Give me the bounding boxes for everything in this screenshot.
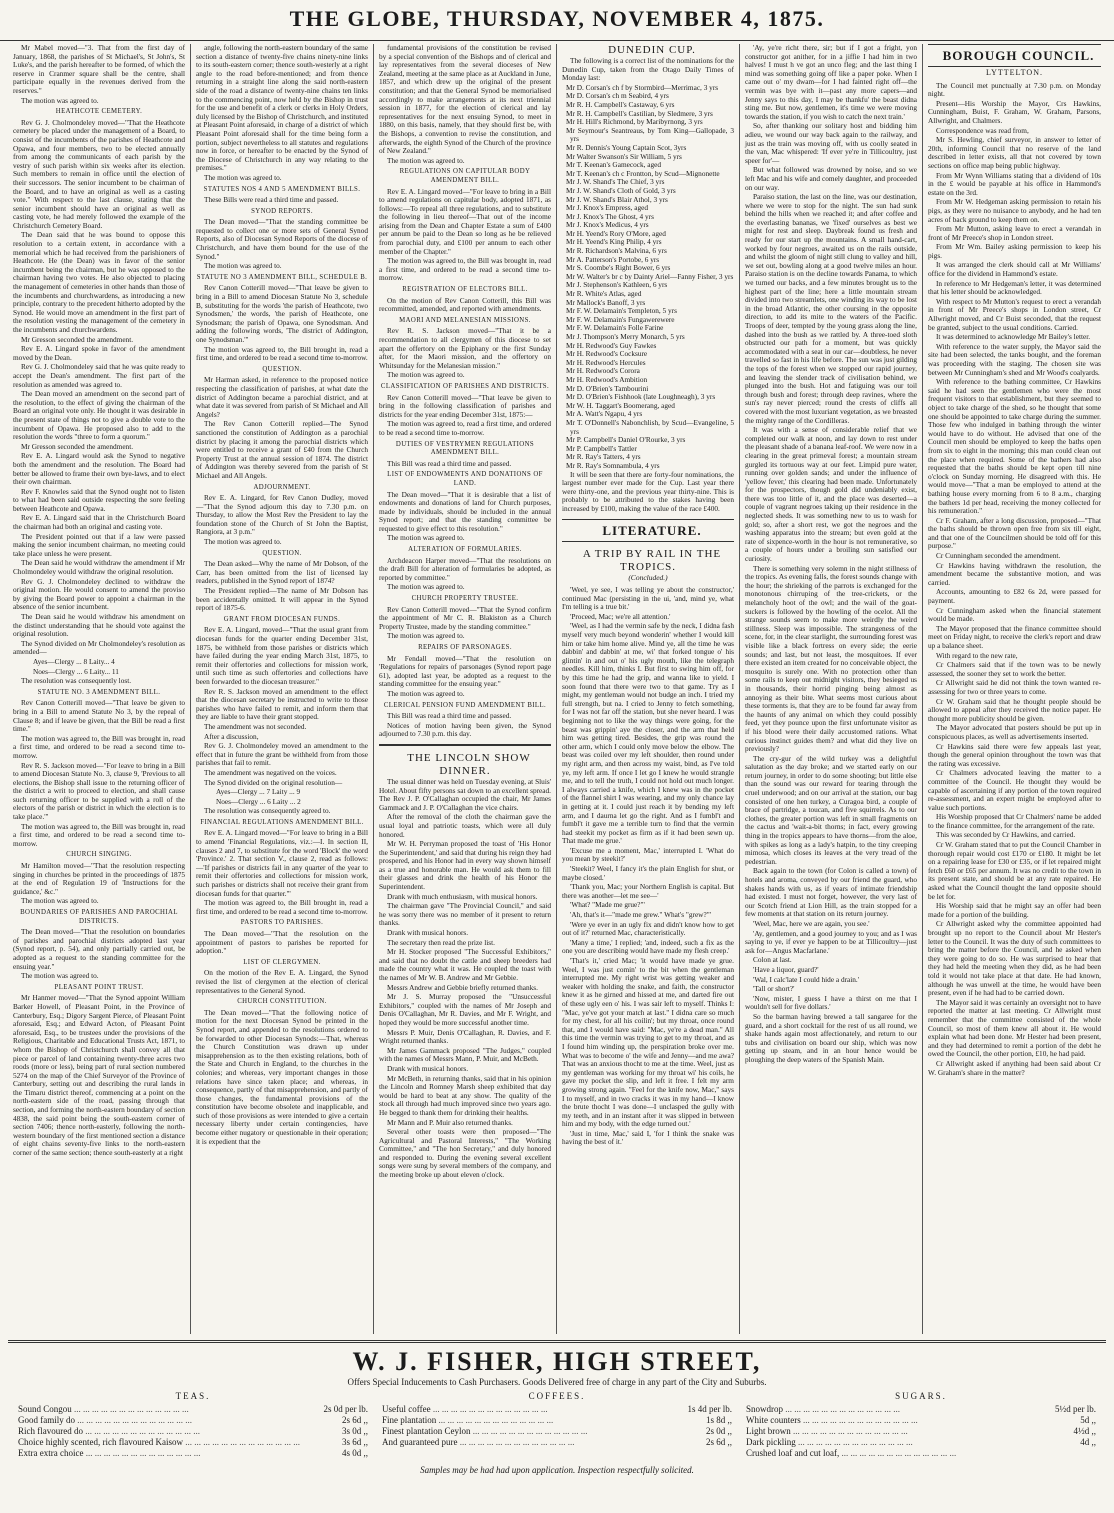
paragraph: The following is a correct list of the nominations for the Dunedin Cup, taken from the Otago Daily Times of Monday last: (562, 56, 734, 83)
paragraph: Rev E. A. Lingard would ask the Synod to negative both the amendment and the resolution. The Board had better be allowed to frame their own bye-laws, and to elect their own chairman. (13, 451, 185, 487)
subheading: ADJOURNMENT. (253, 483, 311, 491)
list-item: Mr F. W. Delamain's Templeton, 5 yrs (566, 306, 677, 316)
paragraph: Correspondence was read from, (936, 125, 1029, 135)
paragraph: With respect to Mr Mutton's request to erect a verandah in front of Mr Preece's shops in London street, Cr Allwright moved, and Cr Buist seconded, that the request be granted, subject to the usual conditions. Carried. (928, 296, 1101, 332)
subheading: PLEASANT POINT TRUST. (54, 983, 144, 991)
borough-council-heading: BOROUGH COUNCIL. (928, 44, 1101, 67)
paragraph: The Rev Canon Cotterill replied—The Synod sanctioned the constitution of Addington as a parochial district by placing it among the parochial districts which were entitled to receive a grant of £40 from the Church Property Trust at the annual session of 1874. The district of Addington was thereby severed from the parish of St Michael and All Angels. (196, 419, 368, 480)
paragraph: Colon at last. (753, 955, 792, 965)
paragraph: fundamental provisions of the constitution be revised by a special convention of the Bishops and of clerical and lay representatives from the several dioceses of New Zealand, meeting at the same place as at Auckland in June, 1857, and which drew up the original of the present constitution; and that the General Synod be memorialised accordingly to make arrangements at its next triennial session in 1877, for the election of clerical and lay representatives for the next ensuing Synod, to meet in 1880, on this basis, namely, that they should first be, with the Bishops, a convention to revise the constitution, and afterwards, the eighth Synod of the Church of the province of New Zealand." (379, 44, 551, 156)
dunedin-cup-title: DUNEDIN CUP. (608, 44, 696, 56)
paragraph: In reference to Mr Hedgeman's letter, it was determined that his letter should be acknowledged. (928, 278, 1101, 297)
paragraph: The motion was agreed to, the Bill was brought in, read a first time, and ordered to be read a second time to-morrow. (13, 821, 185, 848)
paragraph: With reference to the bathing committee, Cr Hawkins said he had seen the gentlemen who were the most frequent visitors to that establishment, but they seemed to object to take charge of the shed, so he thought that some one should be appointed to take charge during the summer. Those few who indulged in bathing through the winter would have to do without. He advised that one of the Council men should be employed to keep the baths open from six to eight in the morning; this man could clean out the place when required. Some of the bathers had also requested that the baths should be kept open till nine o'clock on Sunday morning. He disagreed with this. He would move—"That a man be employed to attend at the bathing house every morning from 6 to 8 a.m., charging the bathers 1d per head, receiving the money collected for his remuneration." (928, 377, 1101, 516)
item-name: Extra extra choice ... . (18, 1448, 338, 1459)
story-subtitle: (Concluded.) (628, 573, 668, 583)
paragraph: After a discussion, (204, 731, 259, 741)
paragraph: On the motion of Rev Canon Cotterill, this Bill was recommitted, amended, and reported with amendments. (379, 295, 551, 314)
price-row (382, 1404, 732, 1415)
list-item: Mr A. Watt's Ngapu, 4 yrs (566, 409, 643, 419)
paragraph: Rev R. S. Jackson moved—"For leave to bring in a Bill to amend Diocesan Statute No. 3, clause 9, 'Previous to all elections, the Bishop shall issue to the returning officer of the district a writ to proceed to election, and shall cause such returning officer to be supplied with a roll of the electors of the parish or district in which the election is to take place.'" (13, 760, 185, 822)
list-item: Mr H. Hill's Richmond, by Maribyrnong, 3 yrs (566, 117, 703, 127)
list-item: Mr D. O'Brien's Fishhook (late Loughneagh), 3 yrs (566, 392, 716, 402)
paragraph: 'Weel, ye see, I was telling ye about the constructor,' continued Mac (persisting in the ui, 'and, mind ye, what I'm telling is a true bit.' (562, 585, 734, 612)
paragraph: The motion was agreed to, the Bill brought in, read a first time, and ordered to be read a second time to-morrow. (196, 344, 368, 363)
paragraph: 'Just in time, Mac,' said I, 'for I think the snake was having the best of it.' (562, 1128, 734, 1147)
paragraph: Rev G. J. Cholmondeley declined to withdraw the original motion. He would consent to amend the proviso by giving the Board power to appoint a chairman in the absence of the senior incumbent. (13, 576, 185, 612)
price-row (18, 1448, 368, 1459)
item-name: Finest plantation Ceylon ... . (382, 1426, 702, 1437)
list-item: Mr J. W. Shand's Cloth of Gold, 3 yrs (566, 185, 676, 195)
subheading: MAORI AND MELANESIAN MISSIONS. (399, 316, 531, 324)
group-title: TEAS. (175, 1391, 211, 1401)
paragraph: His Worship proposed that Cr Chalmers' name be added to the finance committee, for the arrangement of the rate. (928, 812, 1101, 830)
subheading: CHURCH PROPERTY TRUSTEE. (411, 595, 519, 603)
paragraph: Mr James Gammack proposed "The Judges," coupled with the names of Messrs Mann, P. Muir, and McBeth. (379, 1045, 551, 1064)
paragraph: Mr McBeth, in returning thanks, said that in his opinion the Lincoln and Romney Marsh sheep exhibited that day would be hard to beat at any show. The quality of the stock all through had much improved since two years ago. He begged to thank them for drinking their healths. (379, 1073, 551, 1117)
paragraph: The motion was agreed to. (204, 261, 282, 271)
paragraph: The motion was agreed to. (21, 95, 99, 105)
paragraph: The Dean moved an amendment on the second part of the resolution, to the effect of giving the chairman of the Board an original vote only. He thought it was desirable in the present state of things not to give a double vote to the incumbent of Opawa. He proposed also to add to the resolution the words "three to form a quorum." (13, 389, 185, 442)
list-item: Mr H. Redwood's Hercules (566, 357, 646, 367)
item-name: Dark pickling ... . (746, 1437, 1076, 1448)
paragraph: The President pointed out that if a law were passed making the senior incumbent chairman, no meeting could take place unless he were present. (13, 531, 185, 558)
list-item: Mr J. Stephenson's Kathleen, 6 yrs (566, 280, 668, 290)
paragraph: It was with a sense of considerable relief that we completed our walk at noon, and lay down to rest under the pleasant shade of a banana leaf-roof. We were now in a clearing in the great primeval forest; a mountain stream gurgled its tortuous way at our feet. Limpid pure water, running over golden sands; and under the influence of 'yellow fever,' this clearing had been made. Unfortunately for the prospectors, though gold did undeniably exist, there was too little of it, and the place was deserted—a couple of vagrant negroes taking up their residence in the neglected sheds. It was something new to us to wash for gold; so, after a short rest, we got the negroes and the washing apparatus into the stream; but even gold at the rate of sixpence-worth in the hour is not remunerative, so a couple of hours under a broiling sun satisfied our curiosity. (745, 425, 917, 564)
paragraph: Cr Allwright asked why the committee appointed had brought up no report to the Council about Mr Hester's letter to the Council. It was the duty of such committees to bring the matter before the Council, and he asked when they were going to do so. He was surprised to hear that they had held the meeting when they did, as he had been told it would not take place at that date. He had known, although he was unwell at the time, he would have been present, even if he had had to be carried down. (928, 919, 1101, 998)
paragraph: Cr Cunningham asked when the financial statement would be made. (928, 605, 1101, 624)
paragraph: The motion was agreed to, the Bill brought in, read a first time, and ordered to be read a second time to-morrow. (196, 898, 368, 916)
paragraph: 'Wal, I calc'late I could hide a drain.' (753, 974, 860, 984)
item-name: Snowdrop ... . (746, 1404, 1051, 1415)
paragraph: Present—His Worship the Mayor, Crs Hawkins, Cunningham, Buist, F. Graham, W. Graham, Parsons, Allwright, and Chalmers. (928, 98, 1101, 125)
paragraph: The Mayor advocated that posters should be put up in conspicuous places, as well as advertisements inserted. (928, 723, 1101, 741)
list-item: Mr T. Keenan's ch c Frontton, by Scud—Mignonette (566, 168, 720, 178)
paragraph: 'Ay, ye're richt there, sir; but if I got a fright, yon constructor got anither, for in a jiffie I had him in two halves! I must h ve got an unco fleg; and the last thing I mind was something going off like a paper poke. When I came out o' my dwam—for I had fainted right off—the vermin was bye with it—past any more capers—and Jenny says to this day, I may be thankfu' the beast didna sting me. But now, gentlemen, it's time we were moving towards the station, if you wish to catch the next train.' (745, 44, 917, 121)
item-price: 3s 6d ,, (341, 1437, 368, 1447)
paragraph: 'Proceed, Mac; we're all attention.' (570, 611, 671, 621)
paragraph: Notices of motion having been given, the Synod adjourned to 7.30 p.m. this day. (379, 720, 551, 739)
paragraph: His Worship said that he might say an offer had been made for a portion of the building. (928, 901, 1101, 919)
paragraph: After the removal of the cloth the chairman gave the usual loyal and patriotic toasts, which were all duly honored. (379, 812, 551, 839)
list-item: Mr J. W. Shand's Blair Athol, 3 yrs (566, 194, 668, 204)
paragraph: The Dean said that he was bound to oppose this resolution to a certain extent, in accordance with a memorial which he had received from the parishioners of Heathcote. He (the Dean) was in favor of the senior incumbent being the chairman, but he was opposed to the chairman having two votes. He also objected to placing the management of cemeteries in other hands than those of the incumbents and churchwardens, as introducing a new principle, contrary to the precedent hitherto adopted by the Synod. He would move an amendment in the first part of the resolution vesting the management of the cemetery in the incumbents and churchwardens. (13, 230, 185, 334)
paragraph: Cr Hawkins having withdrawn the resolution, the amendment became the substantive motion, and was carried. (928, 560, 1101, 587)
list-item: Mr J. Knox's Empress, aged (566, 203, 648, 213)
price-row (18, 1426, 368, 1437)
paragraph: Mr H. Stocker proposed "The Successful Exhibitors," and said that no doubt the cattle and sheep breeders had made the country what it was. He coupled the toast with the names of Mr W. B. Andrew and Mr Gebbie. (379, 947, 551, 982)
paragraph: 'Have a liquor, guard?' (753, 964, 819, 974)
paragraph: From Mr W. Hedgeman asking permission to retain his pigs, as they were no nuisance to anybody, and he had ten acres of back ground to keep them on. (928, 197, 1101, 224)
paragraph: The motion was agreed to. (387, 688, 465, 698)
subheading: LIST OF ENDOWMENTS AND DONATIONS OF LAND. (387, 471, 543, 487)
list-item: Mr T. Keenan's Gamecock, aged (566, 160, 662, 170)
paragraph: Messrs Andrew and Gebbie briefly returned thanks. (387, 982, 538, 992)
paragraph: Rev Canon Cotterill moved—"That the Synod confirm the appointment of Mr C. R. Blakiston as a Church Property Trustee, made by the standing committee." (379, 604, 551, 631)
paragraph: Mr W. H. Perryman proposed the toast of 'His Honor the Superintendent,' and said that during his reign they had prospered, and his Honor had in every way shown himself as a true and honorable man. He would ask them to fill their glasses and drink the health of his Honor the Superintendent. (379, 839, 551, 892)
paragraph: These Bills were read a third time and passed. (204, 195, 339, 205)
item-name: Light brown ... . (746, 1426, 1070, 1437)
list-item: Mr P. Campbell's Daniel O'Rourke, 3 yrs (566, 435, 686, 445)
paragraph: Several other toasts were then proposed—"The Agricultural and Pastoral Interests," "The Working Committee," and "The hon Secretary," and duly honored and responded to. During the evening several excellent songs were sung by several members of the company, and the meeting broke up about eleven o'clock. (379, 1127, 551, 1180)
paragraph: 'Were ye ever in an ugly fix and didn't know how to get out of it?' returned Mac, characteristically. (562, 919, 734, 938)
list-item: Mr F. W. Delamain's Fungawerewere (566, 314, 675, 324)
paragraph: But what followed was drowned by noise, and so we left Mac and his wife and comely daughter, and proceeded on our way. (745, 165, 917, 192)
price-groups (8, 1391, 1106, 1459)
paragraph: The usual dinner was held on Tuesday evening, at Sluis' Hotel. About fifty persons sat down to an excellent spread. The Rev J. P. O'Callaghan occupied the chair, Mr James Gammack and J. P. O'Callaghan the vice chairs. (379, 776, 551, 812)
paragraph: The Mayor said it was certainly an oversight not to have reported the matter at last meeting. Cr Allwright must remember that the committee consisted of the whole Council, so most of them knew all about it. He would explain what had been done. Mr Hester had been present, and they had determined to remit a portion of the debt he owed the Council, the other portion, £10, he had paid. (928, 997, 1101, 1059)
masthead (0, 0, 1114, 41)
paragraph: It will be seen that there are forty-four nominations, the largest number ever made for the Cup. Last year there were thirty-one, and the previous year thirty-nine. This is probably to be attributed to the stakes having been increased by £100, making the value of the race £400. (562, 469, 734, 513)
paragraph: The Dean said he would withdraw the amendment if Mr Cholmondeley would withdraw the original resolution. (13, 558, 185, 577)
paragraph: Cr Allwright asked if anything had been said about Cr W. Graham's share in the matter? (928, 1058, 1101, 1077)
item-name: Useful coffee ... . (382, 1404, 684, 1415)
item-name: White counters ... . (746, 1415, 1076, 1426)
advertiser-name: W. J. FISHER, HIGH STREET, (352, 1347, 762, 1376)
paragraph: The motion was agreed to. (387, 631, 465, 641)
item-name: Fine plantation ... . (382, 1415, 702, 1426)
subheading: SYNOD REPORTS. (251, 207, 313, 215)
paragraph: Rev G. J. Cholmondeley moved—"That the Heathcote cemetery be placed under the management of a Board, to consist of the incumbents of the parishes of Heathcote and Opawa, and four members, two to be elected annually from among the communicants of each parish by the vestry of such parish within six weeks after its election. Such members to remain in office until the election of their successors. The senior incumbent to be chairman of the Board, and to have an original as well as a casting vote." With respect to the last clause, stating that the senior incumbent should have an original as well as casting vote, he had merely followed the example of the Christchurch Cemetery Board. (13, 117, 185, 230)
paragraph: The Council met punctually at 7.30 p.m. on Monday night. (928, 80, 1101, 99)
group-title: COFFEES. (528, 1391, 586, 1401)
subheading: CHURCH CONSTITUTION. (237, 998, 327, 1006)
sugars-group (746, 1391, 1096, 1459)
price-row (746, 1437, 1096, 1448)
list-item: Mr R. H. Campbell's Castilian, by Sledmere, 3 yrs (566, 108, 713, 118)
paragraph: The motion was agreed to, read a first time, and ordered to be read a second time to-morrow. (379, 419, 551, 437)
paragraph: Rev F. Knowles said that the Synod ought not to listen to what had been said outside respecting the sore feeling between Heathcote and Opawa. (13, 486, 185, 513)
column-6 (923, 44, 1106, 1334)
paragraph: Mr Harman asked, in reference to the proposed notice respecting the classification of parishes, at what date the district of Addington became a parochial district, and at what date it was severed from parish of St Michael and All Angels? (196, 375, 368, 419)
subheading: QUESTION. (262, 365, 302, 373)
paragraph: 'Ah, that's it—"made me grew." What's "grew?"' (570, 910, 711, 920)
list-item: Mr J. Knox's The Ghost, 4 yrs (566, 211, 654, 221)
paragraph: The Dean moved—"That the standing committee be requested to collect one or more sets of General Synod Reports, also of Diocesan Synod Reports of the diocese of Christchurch, and have them bound for the use of the Synod." (196, 217, 368, 261)
subheading: GRANT FROM DIOCESAN FUNDS. (223, 615, 341, 623)
newspaper-title: THE GLOBE, THURSDAY, NOVEMBER 4, 1875. (289, 6, 825, 31)
paragraph: Rev R. S. Jackson moved—"That it be a recommendation to all clergymen of this diocese to set apart the offertory on the Epiphany or the first Sunday after, for the Maori mission, and the offertory on Whitsunday for the Melanesian mission." (379, 326, 551, 370)
paragraph: The motion was agreed to. (387, 582, 465, 592)
paragraph: The motion was agreed to. (204, 172, 282, 182)
price-row (382, 1437, 732, 1448)
paragraph: This was seconded by Cr Hawkins, and carried. (936, 830, 1076, 840)
paragraph: The amendment was not seconded. (204, 721, 307, 731)
paragraph: The Synod divided on Mr Cholmondeley's resolution as amended— (13, 638, 185, 657)
paragraph: Mr Hanmer moved—"That the Synod appoint William Barker Howell, of Pleasant Point, in the Province of Canterbury, Esq.; Digory Sargent Pierce, of Pleasant Point aforesaid, Esq.; and Edward Acton, of Pleasant Point aforesaid, Esq., to be trustees under the provisions of the Religious, Charitable and Educational Trusts Act, 1871, to whom the Bishop of Christchurch shall convey all that piece or parcel of land containing twenty-three acres two roods (more or less), being part of rural section numbered 5274 on the map of the Chief Surveyor of the Province of Canterbury, setting out and describing the rural lands in the Timaru district thereof, commencing at a point on the north-eastern side of the road, passing through that section, and forming the north-eastern boundary of section 4838, the said point being the south-eastern corner of section 7406; thence north-easterly, following the north-western boundary of the first mentioned section a distance of eight chains seventy-five links to the north-eastern corner of the same section; thence south-easterly at a right (13, 993, 185, 1158)
price-row (746, 1448, 1096, 1459)
list-item: Mr T. O'Donnell's Nabonchlish, by Scud—Evangeline, 5 yrs (566, 417, 734, 436)
paragraph: Rev R. S. Jackson moved an amendment to the effect that the diocesan secretary be instructed to write to those parishes who have failed to remit, and inform them that they are liable to have their grant stopped. (196, 686, 368, 722)
paragraph: Rev E. A. Lingard spoke in favor of the amendment moved by the Dean. (13, 344, 185, 362)
list-item: Mr D. Corsan's ch m Seabird, 4 yrs (566, 91, 669, 101)
list-item: Mr Mallock's Banoff, 3 yrs (566, 297, 646, 307)
list-item: Mr R. Richardson's Malvina, 6 yrs (566, 246, 667, 256)
paragraph: Mr Gresson seconded the amendment. (21, 334, 134, 344)
paragraph: So, after thanking our solitary host and bidding him adieu, we wound our way back again to the railway, and just as the train was moving off, with us coolly seated in the van, Mac whispered: 'If ever ye're in Tillicoultry, just speer for'— (745, 121, 917, 165)
paragraph: The cry-gur of the wild turkey was a delightful salutation as the day broke; and we started early on our return journey, in order to do some shooting; but little else than the sound was our reward for tearing through the cruel underwood; and on our arrival at the station, our bag consisted of one hen turkey, a Curagoa bird, a couple of brace of partridge, a toucan, and five squirrels. As to our clothes, the greater portion was left in small fragments on the cactus and 'wait-a-bit thorns; in fact, every growing thing in the tropics appears to have thorns—from the aloe, with spikes as long as a lady's hatpin, to the tiny creeping mimosa, which closes its leaves at the very tread of the pedestrian. (745, 753, 917, 866)
paragraph: The Dean moved—"That it is desirable that a list of endowments and donations of land for Church purposes, made by individuals, should be included in the annual Synod report; and that the standing committee be requested to give effect to this resolution." (379, 489, 551, 533)
paragraph: angle, following the north-eastern boundary of the same section a distance of twenty-five chains ninety-nine links to its south-eastern corner; thence south-westerly at a right angle to the road before-mentioned; and from thence returning in a straight line along the said north-eastern side of the road a distance of twenty-nine chains ten links to the commencing point, now held by the Bishop in trust for the use and benefit of a clerk or clerks in Holy Orders, duly licensed by the Bishop of Christchurch, and instituted at Pleasant Point aforesaid, in charge of a district of which Pleasant Point aforesaid shall for the time being form a portion, subject nevertheless to all statutes and regulations now in force, or hereafter to be enacted by the Synod of the Diocese of Christchurch in any way relating to the premises." (196, 44, 368, 173)
subheading: REGISTRATION OF ELECTORS BILL. (402, 286, 528, 294)
paragraph: Mr Mabel moved—"3. That from the first day of January, 1868, the parishes of St Michael's, St John's, St Luke's, and the parish hereafter to be formed, of which the reserve in Cranmer square shall be the centre, shall participate equally in the revenues derived from the reserves." (13, 44, 185, 95)
columns (8, 44, 1106, 1334)
list-item: Mr D. Corsan's ch f by Stormbird—Merrimac, 3 yrs (566, 82, 719, 92)
price-row (746, 1404, 1096, 1415)
item-price: 4½d ,, (1073, 1426, 1096, 1436)
paragraph: Rev G. J. Cholmondeley moved an amendment to the effect that in future the grant be withheld from from those parishes that fail to remit. (196, 741, 368, 768)
paragraph: Rev E. A. Lingard moved—"For leave to bring in a Bill to amend 'Financial Regulations, viz.:—I. In section II, clauses 2 and 7, to substitute for the word 'Block' the word 'Province.' 2. That section V., clause 2, read as follows:—'If parishes or districts fail in any quarter of the year to remit their offertories and collections for mission work, such parishes or districts shall not receive their grant from diocesan funds for that quarter.'" (196, 828, 368, 898)
paragraph: Mr Hamilton moved—"That the resolution respecting singing in churches be printed in the proceedings of 1875 at the end of Regulation 19 of 'Instructions for the guidance,' &c." (13, 861, 185, 896)
paragraph: 'Excuse me a moment, Mac,' interrupted I. 'What do you mean by steekit?' (562, 845, 734, 864)
group-title: SUGARS. (895, 1391, 947, 1401)
coffees-group (382, 1391, 732, 1459)
subheading: HEATHCOTE CEMETERY. (55, 108, 143, 116)
paragraph: Cr W. Graham said that he thought people should be allowed to appeal after they received the notice paper. He thought more publicity should be given. (928, 696, 1101, 723)
paragraph: Mr Gresson seconded the amendment. (21, 441, 134, 451)
paragraph: Mr S. Hewling, chief surveyor, in answer to letter of 20th, informing Council that no reserve of the land described in letter exists, all that not covered by town sections on office map being public highway. (928, 135, 1101, 170)
column-2 (191, 44, 374, 1334)
paragraph: From Mr Wm. Bailey asking permission to keep his pigs. (928, 242, 1101, 260)
paragraph: The Dean moved—"That the resolution on the appointment of pastors to parishes be reported for adoption." (196, 929, 368, 956)
paragraph: The Dean moved—"That the resolution on boundaries of parishes and parochial districts adopted last year (Synod report, p. 54), and only partially carried out, be adopted as a request to the standing committee for the ensuing year." (13, 927, 185, 971)
list-item: Mr J. Knox's Medicus, 4 yrs (566, 220, 649, 230)
paragraph: 'What? "Made me grue?"' (570, 900, 645, 910)
paragraph: From Mr Wynn Williams stating that a dividend of 10s in the £ would be payable at his office in Hammond's estate on the 3rd. (928, 170, 1101, 197)
paragraph: The motion was agreed to. (387, 155, 465, 165)
column-3 (374, 44, 557, 1334)
paragraph: The Dean asked—Why the name of Mr Dobson, of the Carr, has been omitted from the list of licensed lay readers, published in the Synod report of 1874? (196, 559, 368, 586)
list-item: Mr J. Thompson's Merry Monarch, 5 yrs (566, 332, 685, 341)
list-item: Mr Seymour's Seantreaus, by Tom King—Gallopade, 3 yrs (566, 125, 734, 144)
column-1 (8, 44, 191, 1334)
paragraph: 'That's it,' cried Mac; 'it would have made ye grue. Weel, I was just comin' to the bit when the gentleman interrupted me. My right wrist was getting weaker and weaker with holding the snake, and faith, the constructor knew it as he girned and hissed at me, and darted fire out of these ugly een o' his. I was sair left to myself. Thinks I: "Mac, ye've got your match at last." I didna care so much for my chest, for all his coilin'; but my throat, once round that, and I would have said: "Mac, ye're a dead man." All this time the vermin was trying to get to my throat, and as I found him winding up, the perspiration broke over me. What was to become o' the wife and Jenny—and me awa? That was an anxious thocht to me at the time. Weel, just as my gentleman was working for my throat wi' his coils, he gave my pocket the slip, and left it free. I felt my arm growing strong again. "Feel for the knife now, Mac," says I to myself, and in two cracks it was in my hand—I know the brute thocht I was done—I unclasped the gully with my teeth, and in an instant after it was slipped in between him and my body, with the edge turned out.' (562, 956, 734, 1129)
paragraph: With reference to the water supply, the Mayor said the site had been selected, the tanks bought, and the foreman was proceeding with the staging. The chosen site was between Mr Cunningham's shed and Mr Wood's coalyards. (928, 341, 1101, 377)
item-price: 1s 8d ,, (705, 1415, 732, 1425)
paragraph: 'Ay, gentlemen, and a good journey to you; and as I was saying to ye, if ever ye happen to be at Tillicoultry—just ask for—Angus Macfarlane.' (745, 928, 917, 955)
subheading: LIST OF CLERGYMEN. (243, 958, 321, 966)
item-name: Good family do ... . (18, 1415, 338, 1426)
list-item: Mr H. Redwood's Cocksure (566, 349, 648, 359)
item-name: Rich flavoured do ... . (18, 1426, 338, 1437)
paragraph: With regard to the new rate, (936, 650, 1018, 660)
paragraph: Mr Fendall moved—"That the resolution on 'Regulations for repairs of parsonages (Synod report page 61), adopted last year, be adopted as a request to the standing committee for the ensuing year." (379, 653, 551, 689)
list-item: Mr R. Ray's Tatters, 4 yrs (566, 452, 641, 462)
paragraph: Cr W. Graham stated that to put the Council Chamber in thorough repair would cost £170 or £180. It might be let on a repairing lease for £30 or £35, or if let repaired might fetch £60 or £65 per annum. It was no credit to the town in its present state, and should be at any rate repaired. He asked what the Council thought the land opposite should be let for. (928, 840, 1101, 901)
column-5 (740, 44, 923, 1334)
subheading: BOUNDARIES OF PARISHES AND PAROCHIAL DISTRICTS. (20, 909, 178, 925)
paragraph: Rev E. A. Lingard, for Rev Canon Dudley, moved—"That the Synod adjourn this day to 7.30 p.m. on Thursday, to allow the Most Rev the President to lay the foundation stone of the Church of St John the Baptist, Rangiora, at 3 p.m." (196, 493, 368, 537)
paragraph: Cr Hawkins said there were few appeals last year, though the general opinion throughout the town was that the rating was excessive. (928, 741, 1101, 768)
subheading: STATUTES NOS 4 AND 5 AMENDMENT BILLS. (203, 185, 361, 193)
ad-footnote: Samples may be had had upon application. Inspection respectfully solicited. (420, 1465, 694, 1475)
paragraph: The amendment was negatived on the voices. (204, 767, 337, 777)
item-price: 1s 4d per lb. (687, 1404, 732, 1414)
paragraph: 'Many a time,' I replied; 'and, indeed, such a fix as the one you are describing would have made my flesh creep.' (562, 937, 734, 956)
price-row (746, 1426, 1096, 1437)
list-item: Mr H. Redwood's Guy Fawkes (566, 340, 657, 350)
paragraph: 'Now, mister, I guess I have a thirst on me that I wouldn't sell for five dollars.' (745, 993, 917, 1012)
item-name: Choice highly scented, rich flavoured Kaisow ... . (18, 1437, 338, 1448)
paragraph: Cr Allwright said he did not think the town wanted re-assessing for two or three years to come. (928, 678, 1101, 696)
paragraph: Rev E. A. Lingard said that in the Christchurch Board the chairman had both an original and casting vote. (13, 513, 185, 532)
paragraph: Drank with musical honors. (387, 928, 469, 938)
paragraph: The chairman gave "The Provincial Council," and said he was sorry there was no member of it present to return thanks. (379, 901, 551, 928)
price-row (18, 1404, 368, 1415)
list-item: Mr H. Redwood's Ambition (566, 374, 648, 384)
subheading: FINANCIAL REGULATIONS AMENDMENT BILL. (200, 818, 364, 826)
item-name: Sound Congou ... . (18, 1404, 320, 1415)
paragraph: Mr Mann and P. Muir also returned thanks. (387, 1117, 513, 1127)
subheading: REGULATIONS ON CAPITULAR BODY AMENDMENT BILL. (399, 168, 531, 184)
price-row (382, 1415, 732, 1426)
paragraph: Rev Canon Cotterill moved—"That leave be given to bring in a Bill to amend Statute No 3, by the repeal of Clause 8; and if leave be given, that the Bill be read a first time." (13, 698, 185, 734)
literature-heading: LITERATURE. (562, 519, 734, 542)
paragraph: This Bill was read a third time and passed. (387, 458, 512, 468)
item-price: 4d ,, (1080, 1437, 1096, 1447)
list-item: Mr A. Patterson's Portobe, 6 yrs (566, 254, 660, 264)
paragraph: Cr Chalmers advocated leaving the matter to a committee of the Council. He thought they would be capable of ascertaining if any portion of the town required re-assessment, and an expert might be employed after to value such portions. (928, 768, 1101, 812)
subheading: PASTORS TO PARISHES. (240, 919, 324, 927)
paragraph: Accounts, amounting to £82 6s 2d, were passed for payment. (928, 587, 1101, 606)
section-divider (379, 744, 551, 746)
item-name: And guaranteed pure ... . (382, 1437, 702, 1448)
item-price: 2s 6d ,, (705, 1437, 732, 1447)
subheading: QUESTION. (262, 549, 302, 557)
paragraph: There is something very solemn in the night stillness of the tropics. As evening falls, the forest sounds change with the hour; the shrieking of the parrots is exchanged for the monotonous chirruping of the tree-crickets, or the melancholy hoot of the owl; and the wail of the goat-suckers is followed by the howling of the ocelot. All the strange sounds seem to make more weirdly the weird stillness. Sleep was impossible. The strangeness of the scene, for, in the clear starlight, the surrounding forest was visible like a black fortress on every side; the eerie sounds; and last, but not least, the mosquitoes. If ever there existed an item created for no conceivable object, the mosquito is surely one. With no protection other than some rails to keep out midnight visitors, they besieged us in thousands, their horrid pinging being almost as annoying as their bite. What seems most curious about these torments is, that they are to be found far away from the haunts of any animal on which they could possibly feed, yet they pounce upon the first unfortunate visitor as if his blood were their daily accustomed rations. What curious instinct guides them? and what did they live on previously? (745, 563, 917, 754)
list-item: Mr W. Walter's br c by Dainty Ariel—Fanny Fisher, 3 yrs (566, 271, 734, 281)
story-title: A TRIP BY RAIL IN THE TROPICS. (582, 548, 722, 574)
vote-line: Noes—Clergy ... 6 Laity... 11 (33, 666, 119, 676)
place-heading: LYTTELTON. (986, 68, 1043, 77)
subheading: DUTIES OF VESTRYMEN REGULATIONS AMENDMENT BILL. (395, 440, 535, 457)
list-item: Mr S. Coombe's Right Bower, 6 yrs (566, 263, 671, 273)
list-item: Mr P. Campbell's Tattler (566, 443, 637, 453)
paragraph: Drank with much enthusiasm, with musical honors. (387, 891, 538, 901)
paragraph: Messrs P. Muir, Denis O'Callaghan, R. Davies, and F. Wright returned thanks. (379, 1027, 551, 1046)
paragraph: The motion was agreed to. (387, 370, 465, 380)
list-item: Mr R. White's Atlas, aged (566, 289, 642, 299)
column-4 (557, 44, 740, 1334)
paragraph: Rev E. A. Lingard moved—"For leave to bring in a Bill to amend regulations on capitular body, adopted 1871, as follows:—To repeal all three regulations, and to substitute the following in lieu thereof—That out of the income arising from the Dean and Chapter Estate a sum of £400 per annum be paid to the Dean so long as he be relieved from parochial duty, and £100 per annum to each other member of the Chapter." (379, 186, 551, 256)
paragraph: 'Weel, Mac, here we are again, you see.' (753, 918, 870, 928)
vote-line: Ayes—Clergy ... 8 Laity... 4 (33, 656, 115, 666)
paragraph: So the barman having brewed a tall sangaree for the guard, and a short cocktail for the rest of us all round, we shake hands again most affectionately, and return to our tubs and civilisation on board our ship, which was now getting up steam, and in an hour hence would be ploughing the deep waters of the Spanish Main. (745, 1011, 917, 1064)
list-item: Mr H. Redwood's Corora (566, 366, 640, 376)
nomination-list (562, 84, 734, 471)
paragraph: The Dean moved—"That the following notice of motion for the next Diocesan Synod be printed in the Synod report, and appended to the resolutions ordered to be forwarded to other Diocesan Synods:—That, whereas the Church Constitution was drawn up under misapprehension as to the then existing relations, both of the State and Church in England, to the churches in the colonies; and whereas, very important changes in those relations have since taken place; and whereas, in consequence, partly of that misapprehension, and partly of those changes, the fundamental provisions of the constitution have become obsolete and inapplicable, and such of those provisions as were intended to give a certain necessary liberty under certain contingencies, have become either nugatory or questionable in their operation; it is expedient that the (196, 1007, 368, 1146)
paragraph: It was arranged the clerk should call at Mr Williams' office for the dividend in Hammond's estate. (928, 260, 1101, 279)
paragraph: It was determined to acknowledge Mr Bailey's letter. (936, 332, 1091, 342)
paragraph: Rev G. J. Cholmondeley said that he was quite ready to accept the Dean's amendment. The first part of the resolution as amended was agreed to. (13, 362, 185, 389)
item-price: 5½d per lb. (1055, 1404, 1096, 1414)
item-price: 2s 6d ,, (341, 1415, 368, 1425)
paragraph: Mr J. S. Murray proposed the "Unsuccessful Exhibitors," coupled with the names of Mr Joseph and Denis O'Callaghan, Mr R. Davies, and Mr F. Wright, and hoped they would be more successful another time. (379, 992, 551, 1027)
list-item: Mr W. H. Taggart's Boomerang, aged (566, 400, 675, 410)
ad-tagline: Offers Special Inducements to Cash Purchasers. Goods Delivered free of charge in any part of the City and Suburbs. (347, 1377, 767, 1387)
paragraph: The motion was agreed to. (21, 896, 99, 906)
paragraph: The Mayor proposed that the finance committee should meet on Friday night, to receive the clerk's report and draw up a balance sheet. (928, 623, 1101, 650)
subheading: STATUTE NO. 3 AMENDMENT BILL. (37, 688, 161, 696)
vote-line: Ayes—Clergy ... 7 Laity ... 9 (216, 787, 301, 797)
subheading: CLASSIFICATION OF PARISHES AND DISTRICTS. (380, 382, 550, 390)
subheading: STATUTE NO 3 AMENDMENT BILL, SCHEDULE B. (196, 273, 368, 281)
paragraph: 'Tall or short?' (753, 984, 795, 994)
paragraph: Paraiso station, the last on the line, was our destination, where we were to stop for the night. The sun had sunk behind the hills when we reached it; and after coffee and the everlasting bananas, we 'fixed' ourselves as best we might for rest and sleep. Daybreak found us fresh and ready for our start up the mountains. A small hand-cart, worked by four negroes, awaited us on the rails outside, and whilst the gloom of night still clung to valley and hill, we set out, bowling along at a good twelve miles an hour. Paraiso station is on the decline towards Panama, to which we turned our backs, and a few minutes brought us to the highest part of the line; here a little mountain stream divided into two streamlets, one winding its way to be lost in the broad Atlantic, the other coursing in the opposite direction, to add its mite to the waters of the Pacific. Troops of deer, tempted by the young grass along the line, dashed into the bush as we rattled by. A three-toed sloth obstructed our path for a moment, but was quickly accommodated with a seat in our car—doubtless, he never travelled so fast in his life before. The sun was just gilding the tops of the forest when we stopped our rapid journey, and leaving the slender track of civilisation behind, we plunged into the bush. Hot and fatiguing was our toil through bush and forest; through deep ravines, where the sun's ray never pierced; round the crests of cliffs all covered with the most luxuriant vegetation, as we breasted the mighty range of the Cordilleras. (745, 192, 917, 425)
paragraph: Rev E. A. Lingard, moved—"That the usual grant from diocesan funds for the quarter ending December 31st, 1875, be withheld from those parishes or districts which have failed during the year ending March 31st, 1875, to remit their offertories and collections for mission work, until such time as such offertories and collections have been forwarded to the diocesan treasurer." (196, 625, 368, 686)
subheading: REPAIRS OF PARSONAGES. (418, 644, 512, 651)
list-item: Mr J. W. Shand's The Chief, 3 yrs (566, 177, 665, 187)
paragraph: The President replied—The name of Mr Dobson has been accidentally omitted. It will appear in the Synod report of 1875-6. (196, 586, 368, 613)
list-item: Mr H. Yeend's King Philip, 4 yrs (566, 237, 662, 247)
price-row (746, 1415, 1096, 1426)
list-item: Mr R. Ray's Somnambula, 4 yrs (566, 460, 660, 470)
list-item: Mr H. Yeend's Rory O'More, aged (566, 228, 666, 238)
item-price: 4s 0d ,, (341, 1448, 368, 1458)
paragraph: The secretary then read the prize list. (387, 937, 495, 947)
paragraph: The motion was agreed to, the Bill was brought in, read a first time, and ordered to be read a second time to-morrow. (13, 733, 185, 760)
subheading: CLERICAL PENSION FUND AMENDMENT BILL. (383, 701, 547, 709)
list-item: Mr Walter Swanson's Sir William, 5 yrs (566, 151, 682, 161)
price-row (18, 1437, 368, 1448)
item-name: Crushed loaf and cut loaf, ... . (746, 1448, 1092, 1459)
paragraph: From Mr Mutton, asking leave to erect a verandah in front of Mr Preece's shop in London street. (928, 224, 1101, 242)
paragraph: Back again to the town (for Colon is called a town) of hotels and aroma, conveyed by our friend the guard, who shakes hands with us, as if years of intimate friendship had existed. I must not forget, however, the very last of our Scotch friend at Lion Hill, as the train stopped for a few moments at that station on its return journey. (745, 866, 917, 919)
paragraph: The motion was agreed to. (387, 533, 465, 543)
subheading: ALTERATION OF FORMULARIES. (408, 546, 522, 554)
list-item: Mr D. O'Brien's Tambourini (566, 383, 649, 393)
paragraph: 'Thank you, Mac; your Northern English is capital. But there was another—let me see—' (562, 882, 734, 900)
item-price: 3s 0d ,, (341, 1426, 368, 1436)
paragraph: Cr F. Graham, after a long discussion, proposed—"That the baths should be thrown open free from six till eight, and that one of the Councilmen should be told off for this purpose." (928, 515, 1101, 551)
paragraph: Archdeacon Harper moved—"That the resolutions on the draft Bill for alteration of formularies be adopted, as reported by committee." (379, 555, 551, 582)
paragraph: The Dean said he would withdraw his amendment on the distinct understanding that he should vote against the original resolution. (13, 612, 185, 639)
teas-group (18, 1391, 368, 1459)
paragraph: The Synod divided on the original resolution— (204, 777, 343, 787)
paragraph: On the motion of the Rev E. A. Lingard, the Synod revised the list of clergymen at the election of clerical representatives to the General Synod. (196, 968, 368, 995)
list-item: Mr R. H. Campbell's Castaway, 6 yrs (566, 99, 675, 109)
subheading: CHURCH SINGING. (66, 851, 132, 859)
fisher-advertisement (8, 1340, 1106, 1508)
paragraph: The motion was agreed to. (204, 537, 282, 547)
vote-line: Noes—Clergy ... 6 Laity ... 2 (216, 796, 301, 806)
item-price: 2s 0d per lb. (323, 1404, 368, 1414)
paragraph: Rev Canon Cotterill moved—"That leave be given to bring in a Bill to amend Diocesan Statute No 3, schedule B, substituting for the words 'the parish of Heathcote, two Synodsmen,' the words, 'the parish of Heathcote, one Synodsman; the parish of Opawa, one Synodsman. And adding the following words, 'The district of Addington, one Synodsman.'" (196, 283, 368, 344)
paragraph: Cr Chalmers said that if the town was to be newly assessed, the sooner they set to work the better. (928, 660, 1101, 678)
price-row (382, 1426, 732, 1437)
list-item: Mr R. Dennis's Young Captain Scot, 3yrs (566, 142, 687, 152)
item-price: 5d ,, (1080, 1415, 1096, 1425)
paragraph: The motion was agreed to, the Bill was brought in, read a first time, and ordered to be read a second time to-morrow. (379, 256, 551, 283)
paragraph: The resolution was consequently lost. (21, 676, 132, 686)
paragraph: Cr Cunningham seconded the amendment. (936, 551, 1061, 561)
paragraph: 'Steekit? Weel, I fancy it's the plain English for shut, or maybe closed.' (562, 864, 734, 882)
price-row (18, 1415, 368, 1426)
lincoln-dinner-title: THE LINCOLN SHOW DINNER. (407, 751, 531, 777)
paragraph: Drank with musical honors. (387, 1063, 469, 1073)
paragraph: 'Weel, as I had the vermin safe by the neck, I didna fash myself very much beyond wonderin' whether I would kill him or take him home alive. Mind ye, all the time he was dabbin' and dabbin' at me, wi' that forked tongue o' his glintin' in and out o' his ugly mouth, like the telegraph needles. Kill him, thinks I. But first to swing him off, for by this time he had the grip, and wanna like to yield. I soon found that there were two to that game. Try as I might, my gentleman would not budge an inch. I tried my full strength, but na. I cried to Jenny to fetch something, for I was not far off the station, but she never heard. I was beginning not to like the way things were going, for the beast was grippin' aye the closer, and the arm that held him was getting tired. Besides, the grip was round the other arm, which I could only move below the elbow. The beast was coiled over my left shoulder, then round under my right arm, and then across my waist, bind, as I've told ye, my left arm. If once I let go I knew he would strangle me, and to tell the truth, I could not hold out much longer. I always carried a knife, which I knew was in the pocket of the flannel shirt I was wearing, and my only chance lay in getting at it. I could just reach it by bending my left arm, and I daurna let go the right. And as I fumbl't and fumbl't it gave me a terrible turn to find that the vermin had steekit my pocket as firm as if it had been sewn up. That made me grue.' (562, 621, 734, 846)
paragraph: The resolution was consequently agreed to. (204, 806, 331, 816)
paragraph: Rev Canon Cotterill moved—"That leave be given to bring in the following classification of parishes and districts for the year ending December 31st, 1875:— (379, 392, 551, 419)
list-item: Mr F. W. Delamain's Folle Farine (566, 323, 664, 333)
item-price: 2s 0d ,, (705, 1426, 732, 1436)
paragraph: This Bill was read a third time and passed. (387, 711, 512, 721)
paragraph: The motion was agreed to. (21, 971, 99, 981)
